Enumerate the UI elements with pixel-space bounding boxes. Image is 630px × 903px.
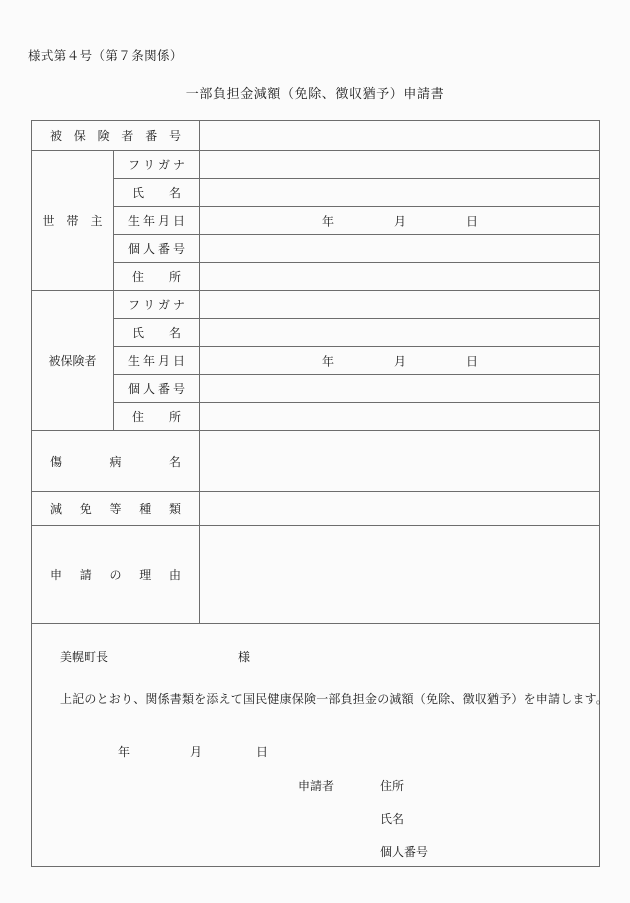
table-row-householder-birthdate xyxy=(32,207,600,235)
declaration-block xyxy=(32,624,609,867)
disease-input[interactable] xyxy=(200,431,600,492)
applicant-name-label: 氏名 xyxy=(380,812,405,826)
table-row-insured-address xyxy=(32,403,600,431)
page-title: 一部負担金減額（免除、徴収猶予）申請書 xyxy=(185,86,445,101)
addressee-honorific: 様 xyxy=(238,650,251,664)
table-row-insured-birthdate xyxy=(32,347,600,375)
birthdate-month-unit: 月 xyxy=(394,214,407,228)
table-row-insured-name xyxy=(32,319,600,347)
table-row-insured-number xyxy=(32,121,600,151)
birthdate-year-unit: 年 xyxy=(322,214,335,228)
reason-input[interactable] xyxy=(200,526,600,624)
insured-birthdate-year-unit: 年 xyxy=(322,354,335,368)
householder-name-label: 氏 名 xyxy=(114,179,200,207)
disease-label: 傷 病 名 xyxy=(32,431,200,492)
submission-year-unit: 年 xyxy=(118,745,131,759)
application-form-table xyxy=(31,120,609,867)
declaration-statement: 上記のとおり、関係書類を添えて国民健康保険一部負担金の減額（免除、徴収猶予）を申請します。 xyxy=(60,692,609,706)
insured-mynumber-input[interactable] xyxy=(200,375,600,403)
table-row-householder-mynumber xyxy=(32,235,600,263)
insured-birthdate-input[interactable] xyxy=(200,347,600,375)
table-row-householder-address xyxy=(32,263,600,291)
insured-section-label: 被保険者 xyxy=(32,291,114,431)
table-row-declaration xyxy=(32,624,600,867)
table-row-householder-furigana xyxy=(32,151,600,179)
householder-mynumber-label: 個 人 番 号 xyxy=(114,235,200,263)
table-row-insured-mynumber xyxy=(32,375,600,403)
insured-address-input[interactable] xyxy=(200,403,600,431)
householder-section-label: 世 帯 主 xyxy=(32,151,114,291)
householder-birthdate-label: 生 年 月 日 xyxy=(114,207,200,235)
form-number: 様式第４号（第７条関係） xyxy=(28,49,183,63)
applicant-label: 申請者 xyxy=(298,779,335,793)
insured-furigana-label: フ リ ガ ナ xyxy=(114,291,200,319)
insured-birthdate-day-unit: 日 xyxy=(466,354,479,368)
table-row-reason xyxy=(32,526,600,624)
householder-mynumber-input[interactable] xyxy=(200,235,600,263)
insured-birthdate-month-unit: 月 xyxy=(394,354,407,368)
table-row-reduction-type xyxy=(32,492,600,526)
submission-month-unit: 月 xyxy=(190,745,203,759)
addressee-label: 美幌町長 xyxy=(60,650,109,664)
table-row-householder-name xyxy=(32,179,600,207)
insured-name-label: 氏 名 xyxy=(114,319,200,347)
reduction-type-label: 減 免 等 種 類 xyxy=(32,492,200,526)
householder-name-input[interactable] xyxy=(200,179,600,207)
applicant-mynumber-label: 個人番号 xyxy=(380,845,429,859)
birthdate-day-unit: 日 xyxy=(466,214,479,228)
householder-furigana-label: フ リ ガ ナ xyxy=(114,151,200,179)
insured-mynumber-label: 個 人 番 号 xyxy=(114,375,200,403)
insured-number-input[interactable] xyxy=(200,121,600,151)
applicant-address-label: 住所 xyxy=(380,779,405,793)
reason-label: 申 請 の 理 由 xyxy=(32,526,200,624)
insured-address-label: 住 所 xyxy=(114,403,200,431)
householder-address-input[interactable] xyxy=(200,263,600,291)
insured-furigana-input[interactable] xyxy=(200,291,600,319)
insured-number-label: 被 保 険 者 番 号 xyxy=(32,121,200,151)
table-row-disease xyxy=(32,431,600,492)
householder-birthdate-input[interactable] xyxy=(200,207,600,235)
insured-birthdate-label: 生 年 月 日 xyxy=(114,347,200,375)
insured-name-input[interactable] xyxy=(200,319,600,347)
householder-furigana-input[interactable] xyxy=(200,151,600,179)
submission-day-unit: 日 xyxy=(256,745,269,759)
table-row-insured-furigana xyxy=(32,291,600,319)
reduction-type-input[interactable] xyxy=(200,492,600,526)
householder-address-label: 住 所 xyxy=(114,263,200,291)
